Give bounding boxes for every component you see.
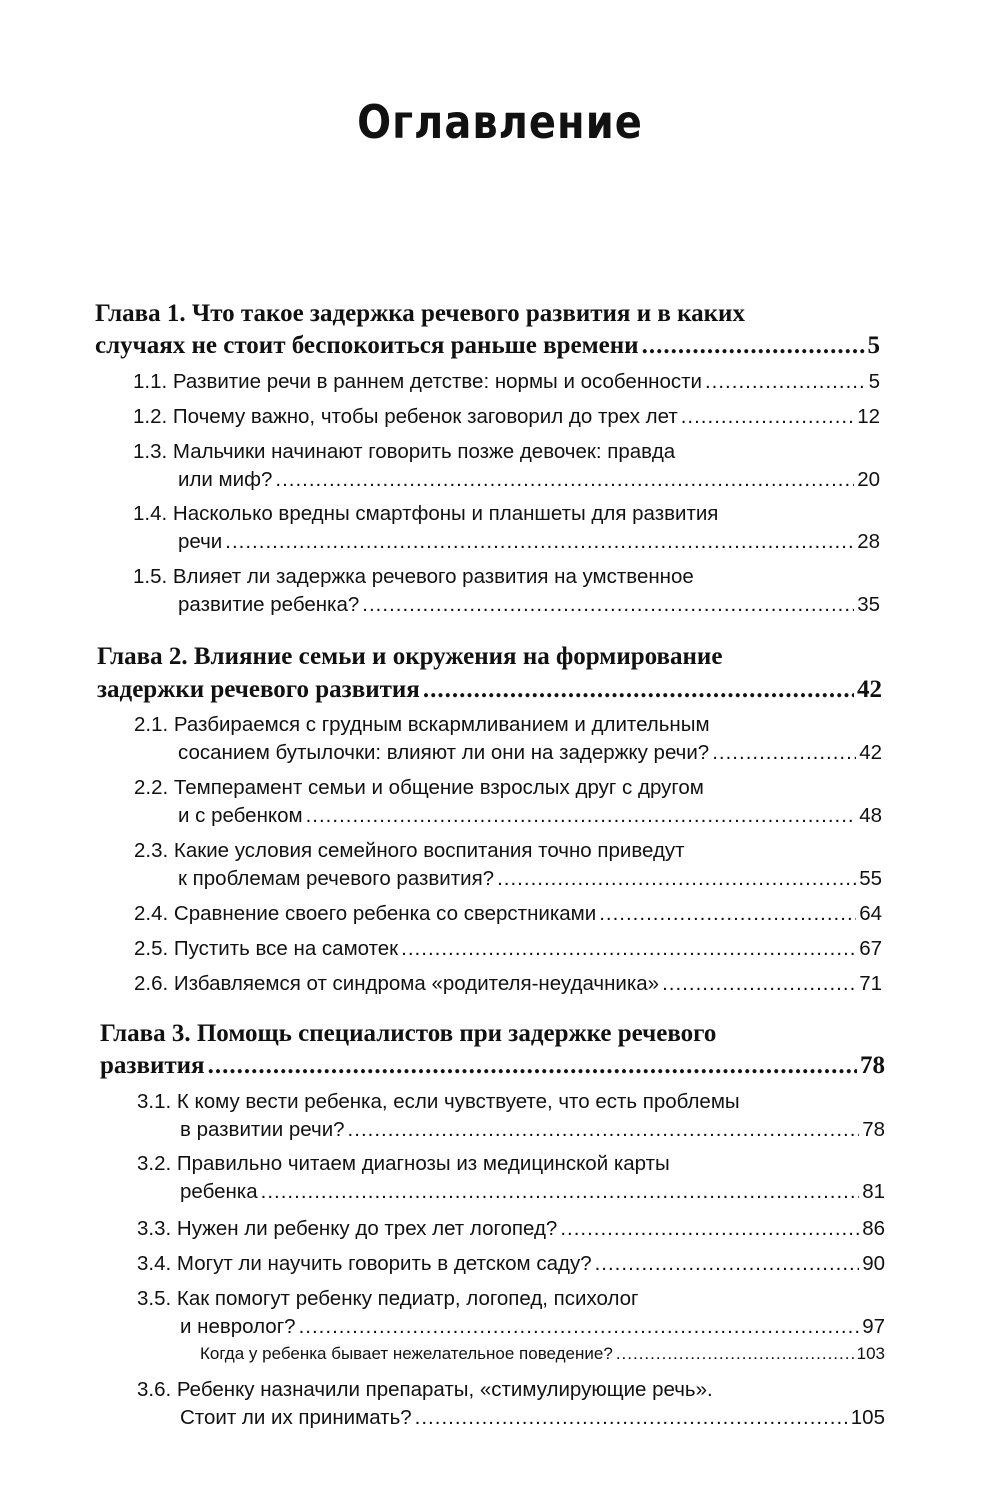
section-page-number: 35 bbox=[857, 593, 880, 616]
dot-leader bbox=[401, 937, 856, 961]
section-title: 1.2. Почему важно, чтобы ребенок заговорил до трех лет bbox=[133, 405, 678, 428]
section-title: 1.4. Насколько вредны смартфоны и планшеты для развития bbox=[133, 502, 719, 525]
dot-leader bbox=[642, 332, 865, 360]
section-line bbox=[137, 1252, 885, 1276]
section-page-number: 5 bbox=[868, 370, 880, 393]
section-title: 2.6. Избавляемся от синдрома «родителя-неудачника» bbox=[134, 972, 660, 995]
subsection-line bbox=[200, 1344, 885, 1364]
chapter-title: задержки речевого развития bbox=[97, 676, 420, 703]
chapter-title: развития bbox=[100, 1052, 205, 1079]
chapter-page-number: 5 bbox=[867, 332, 880, 359]
chapter-page-number: 42 bbox=[857, 676, 882, 703]
dot-leader bbox=[595, 1252, 860, 1276]
chapter-heading-line bbox=[100, 1020, 716, 1048]
section-page-number: 103 bbox=[856, 1344, 885, 1363]
subsection-title: Когда у ребенка бывает нежелательное поведение? bbox=[200, 1344, 613, 1363]
section-title: 2.5. Пустить все на самотек bbox=[134, 937, 399, 960]
section-title: 3.3. Нужен ли ребенку до трех лет логопед? bbox=[137, 1217, 558, 1240]
chapter-heading-line bbox=[97, 676, 882, 704]
section-line bbox=[180, 1180, 885, 1204]
section-title: 3.6. Ребенку назначили препараты, «стимулирующие речь». bbox=[137, 1378, 713, 1401]
section-line bbox=[180, 1118, 885, 1142]
section-title: сосанием бутылочки: влияют ли они на задержку речи? bbox=[178, 741, 710, 764]
chapter-title: Глава 1. Что такое задержка речевого развития и в каких bbox=[95, 300, 745, 327]
section-page-number: 90 bbox=[862, 1252, 885, 1275]
dot-leader bbox=[261, 1180, 860, 1204]
dot-leader bbox=[348, 1118, 860, 1142]
dot-leader bbox=[712, 741, 856, 765]
dot-leader bbox=[275, 468, 854, 492]
section-line bbox=[178, 530, 880, 554]
section-title: 3.5. Как помогут ребенку педиатр, логопед, психолог bbox=[137, 1287, 639, 1310]
section-line bbox=[178, 804, 882, 828]
chapter-title: случаях не стоит беспокоиться раньше времени bbox=[95, 332, 639, 359]
section-page-number: 64 bbox=[859, 902, 882, 925]
chapter-heading-line bbox=[95, 300, 745, 328]
section-line bbox=[178, 593, 880, 617]
chapter-title: Глава 3. Помощь специалистов при задержке речевого bbox=[100, 1020, 717, 1047]
section-page-number: 67 bbox=[859, 937, 882, 960]
section-title: 2.2. Темперамент семьи и общение взрослых друг с другом bbox=[134, 776, 704, 799]
section-line bbox=[134, 902, 882, 926]
section-line bbox=[133, 405, 880, 429]
dot-leader bbox=[497, 867, 856, 891]
dot-leader bbox=[306, 804, 857, 828]
section-line bbox=[133, 502, 718, 526]
section-title: развитие ребенка? bbox=[178, 593, 360, 616]
chapter-heading-line bbox=[95, 332, 880, 360]
section-title: 2.4. Сравнение своего ребенка со сверстниками bbox=[134, 902, 597, 925]
section-page-number: 81 bbox=[862, 1180, 885, 1203]
dot-leader bbox=[616, 1344, 854, 1364]
section-page-number: 48 bbox=[859, 804, 882, 827]
section-page-number: 97 bbox=[862, 1315, 885, 1338]
section-title: или миф? bbox=[178, 468, 273, 491]
section-page-number: 105 bbox=[850, 1406, 885, 1429]
section-title: 2.1. Разбираемся с грудным вскармливанием и длительным bbox=[134, 713, 710, 736]
section-title: 3.4. Могут ли научить говорить в детском саду? bbox=[137, 1252, 592, 1275]
section-line bbox=[133, 565, 694, 589]
chapter-page-number: 78 bbox=[860, 1052, 885, 1079]
section-title: в развитии речи? bbox=[180, 1118, 345, 1141]
dot-leader bbox=[705, 370, 866, 394]
section-page-number: 78 bbox=[862, 1118, 885, 1141]
section-line bbox=[134, 972, 882, 996]
dot-leader bbox=[662, 972, 856, 996]
section-line bbox=[137, 1378, 713, 1402]
dot-leader bbox=[225, 530, 854, 554]
dot-leader bbox=[208, 1052, 857, 1080]
section-title: ребенка bbox=[180, 1180, 258, 1203]
section-line bbox=[178, 867, 882, 891]
section-line bbox=[137, 1152, 670, 1176]
section-line bbox=[180, 1315, 885, 1339]
chapter-heading-line bbox=[97, 643, 722, 671]
section-line bbox=[137, 1090, 740, 1114]
section-title: к проблемам речевого развития? bbox=[178, 867, 495, 890]
section-title: Стоит ли их принимать? bbox=[180, 1406, 412, 1429]
page-title: Оглавление bbox=[357, 96, 643, 150]
dot-leader bbox=[423, 676, 854, 704]
section-page-number: 20 bbox=[857, 468, 880, 491]
dot-leader bbox=[362, 593, 854, 617]
section-page-number: 42 bbox=[859, 741, 882, 764]
section-title: 1.5. Влияет ли задержка речевого развития на умственное bbox=[133, 565, 694, 588]
dot-leader bbox=[681, 405, 854, 429]
dot-leader bbox=[415, 1406, 848, 1430]
section-page-number: 28 bbox=[857, 530, 880, 553]
dot-leader bbox=[560, 1217, 859, 1241]
section-page-number: 86 bbox=[862, 1217, 885, 1240]
section-title: 1.1. Развитие речи в раннем детстве: нормы и особенности bbox=[133, 370, 702, 393]
section-title: и невролог? bbox=[180, 1315, 296, 1338]
section-line bbox=[178, 741, 882, 765]
section-line bbox=[178, 468, 880, 492]
section-title: речи bbox=[178, 530, 223, 553]
section-line bbox=[133, 370, 880, 394]
dot-leader bbox=[599, 902, 856, 926]
section-line bbox=[134, 937, 882, 961]
section-line bbox=[137, 1217, 885, 1241]
section-page-number: 71 bbox=[859, 972, 882, 995]
section-title: 2.3. Какие условия семейного воспитания точно приведут bbox=[134, 839, 685, 862]
chapter-heading-line bbox=[100, 1052, 885, 1080]
section-line bbox=[134, 839, 685, 863]
dot-leader bbox=[299, 1315, 860, 1339]
section-page-number: 55 bbox=[859, 867, 882, 890]
chapter-title: Глава 2. Влияние семьи и окружения на формирование bbox=[97, 643, 723, 670]
section-line bbox=[133, 440, 675, 464]
section-line bbox=[137, 1287, 639, 1311]
section-title: 3.1. К кому вести ребенка, если чувствуете, что есть проблемы bbox=[137, 1090, 740, 1113]
section-title: и с ребенком bbox=[178, 804, 303, 827]
section-title: 1.3. Мальчики начинают говорить позже девочек: правда bbox=[133, 440, 676, 463]
section-line bbox=[134, 713, 710, 737]
section-line bbox=[180, 1406, 885, 1430]
section-page-number: 12 bbox=[857, 405, 880, 428]
section-line bbox=[134, 776, 704, 800]
section-title: 3.2. Правильно читаем диагнозы из медицинской карты bbox=[137, 1152, 670, 1175]
